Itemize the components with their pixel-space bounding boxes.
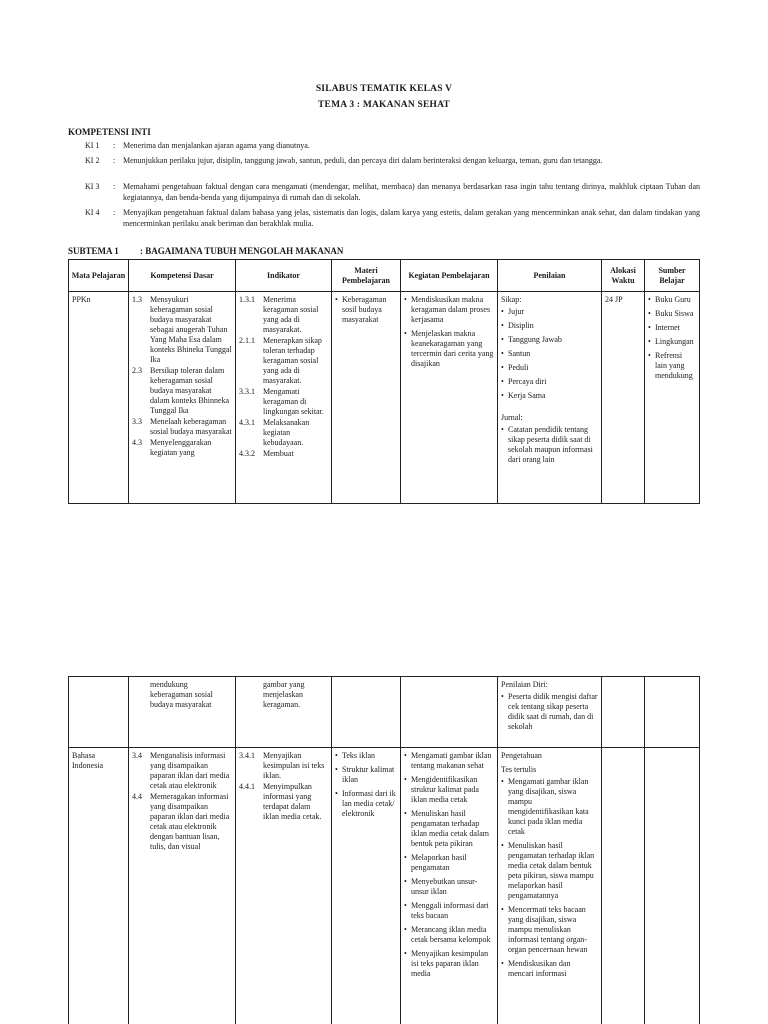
ki-code: KI 1 <box>85 141 100 150</box>
kd-text: Bersikap toleran dalam keberagaman sosial budaya masyarakat dalam konteks Bhinneka Tunggal Ika <box>150 366 230 415</box>
subtema-heading <box>68 246 343 256</box>
indikator-item <box>239 418 328 448</box>
indikator-number: 4.4.1 <box>239 782 255 791</box>
sumber-item: • Lingkungan <box>648 337 696 347</box>
col-header: Materi Pembelajaran <box>332 260 401 292</box>
col-header: Kegiatan Pembelajaran <box>401 260 498 292</box>
penilaian-item: • Santun <box>501 349 598 359</box>
cell-kd <box>129 748 236 1024</box>
kd-text: Menyelenggarakan kegiatan yang <box>150 438 212 457</box>
indikator-text: Menyajikan kesimpulan isi teks iklan. <box>263 751 325 780</box>
cell-kd <box>129 292 236 504</box>
cell-mapel <box>69 677 129 748</box>
penilaian-item: • Peduli <box>501 363 598 373</box>
kd-item <box>132 792 232 852</box>
sumber-item: • Buku Siswa <box>648 309 696 319</box>
penilaian-label: Tes tertulis <box>501 765 537 774</box>
penilaian-item: • Catatan pendidik tentang sikap peserta didik saat di sekolah maupun informasi dari orang lain <box>501 425 598 465</box>
kd-number: 3.4 <box>132 751 142 760</box>
col-header: Kompetensi Dasar <box>129 260 236 292</box>
penilaian-item: • Tanggung Jawab <box>501 335 598 345</box>
kd-text: mendukung keberagaman sosial budaya masyarakat <box>150 680 213 709</box>
indikator-item <box>239 751 328 781</box>
ki-text: Menunjukkan perilaku jujur, disiplin, tanggung jawab, santun, peduli, dan percaya diri dalam berinteraksi dengan keluarga, teman, guru dan tetangga. <box>123 156 603 165</box>
cell-penilaian <box>498 292 602 504</box>
sumber-item: • Buku Guru <box>648 295 696 305</box>
document-subtitle: TEMA 3 : MAKANAN SEHAT <box>318 100 450 110</box>
kegiatan-item: • Mengamati gambar iklan tentang makanan sehat <box>404 751 494 771</box>
penilaian-item: • Mendiskusikan dan mencari informasi <box>501 959 598 979</box>
kd-number: 2.3 <box>132 366 142 375</box>
cell-sumber <box>645 292 700 504</box>
ki-text: Memahami pengetahuan faktual dengan cara mengamati (mendengar, melihat, membaca) dan menanya berdasarkan rasa ingin tahu tentang dirinya, makhluk ciptaan Tuhan dan kegiatannya, dan benda-benda yang dijumpainya di rumah dan di sekolah. <box>123 182 700 202</box>
col-header: Indikator <box>236 260 332 292</box>
cell-indikator <box>236 292 332 504</box>
kegiatan-item: • Melaporkan hasil pengamatan <box>404 853 494 873</box>
kd-number: 4.3 <box>132 438 142 447</box>
table-header-row <box>69 260 700 292</box>
indikator-text: Menerima keragaman sosial yang ada di masyarakat. <box>263 295 319 334</box>
indikator-item <box>239 449 328 459</box>
table-row <box>69 677 700 748</box>
penilaian-label: Penilaian Diri: <box>501 680 548 689</box>
kd-item <box>132 438 232 458</box>
cell-materi <box>332 292 401 504</box>
indikator-number: 4.3.2 <box>239 449 255 458</box>
indikator-item <box>239 782 328 822</box>
indikator-text: gambar yang menjelaskan keragaman. <box>263 680 305 709</box>
indikator-number: 3.3.1 <box>239 387 255 396</box>
materi-item: • Keberagaman sosil budaya masyarakat <box>335 295 397 325</box>
cell-alokasi: 24 JP <box>602 292 645 504</box>
indikator-item <box>239 336 328 386</box>
kd-number: 4.4 <box>132 792 142 801</box>
kd-text: Menelaah keberagaman sosial budaya masyarakat <box>150 417 232 436</box>
ki-text: Menyajikan pengetahuan faktual dalam bahasa yang jelas, sistematis dan logis, dalam karya yang estetis, dalam gerakan yang mencerminkan anak sehat, dan dalam tindakan yang mencerminkan perilaku anak beriman dan berakhlak mulia. <box>123 208 700 228</box>
kegiatan-item: • Merancang iklan media cetak bersama kelompok <box>404 925 494 945</box>
indikator-text: Menerapkan sikap toleran terhadap keragaman sosial yang ada di masyarakat. <box>263 336 322 385</box>
cell-mapel: PPKn <box>69 292 129 504</box>
indikator-item <box>239 295 328 335</box>
ki-item <box>68 141 700 152</box>
indikator-number: 1.3.1 <box>239 295 255 304</box>
col-header: Mata Pelajaran <box>69 260 129 292</box>
materi-item: • Teks iklan <box>335 751 397 761</box>
ki-colon: : <box>113 182 116 191</box>
indikator-number: 3.4.1 <box>239 751 255 760</box>
cell-mapel: Bahasa Indonesia <box>69 748 129 1024</box>
kd-item <box>132 417 232 437</box>
cell-alokasi <box>602 677 645 748</box>
cell-materi <box>332 677 401 748</box>
penilaian-item: • Menuliskan hasil pengamatan terhadap iklan media cetak dalam bentuk peta pikiran, siswa mampu melaporkan hasil pengamatannya <box>501 841 598 901</box>
syllabus-table-continued <box>68 676 700 1024</box>
indikator-item <box>239 387 328 417</box>
page-gap <box>0 640 768 662</box>
ki-text: Menerima dan menjalankan ajaran agama yang dianutnya. <box>123 141 310 150</box>
sumber-item: • Refrensi lain yang mendukung <box>648 351 696 381</box>
subtema-label: SUBTEMA 1 <box>68 246 119 256</box>
kd-item <box>132 751 232 791</box>
cell-penilaian <box>498 677 602 748</box>
table-row <box>69 748 700 1024</box>
cell-materi <box>332 748 401 1024</box>
ki-item <box>68 182 700 203</box>
cell-penilaian <box>498 748 602 1024</box>
kegiatan-item: • Menjelaskan makna keanekaragaman yang tercermin dari cerita yang disajikan <box>404 329 494 369</box>
cell-alokasi <box>602 748 645 1024</box>
penilaian-label: Sikap: <box>501 295 522 304</box>
ki-colon: : <box>113 156 116 165</box>
kd-item <box>132 295 232 365</box>
ki-colon: : <box>113 141 116 150</box>
col-header: Penilaian <box>498 260 602 292</box>
ki-item <box>68 156 700 167</box>
indikator-text: Membuat <box>263 449 294 458</box>
cell-sumber <box>645 748 700 1024</box>
penilaian-item: • Kerja Sama <box>501 391 598 401</box>
kd-number: 3.3 <box>132 417 142 426</box>
kd-item <box>132 366 232 416</box>
penilaian-item: • Disiplin <box>501 321 598 331</box>
materi-item: • Informasi dari iklan media cetak/elektronik <box>335 789 397 819</box>
penilaian-item: • Mengamati gambar iklan yang disajikan, siswa mampu mengidentifikasikan kata kunci pada iklan media cetak <box>501 777 598 837</box>
indikator-text: Melaksanakan kegiatan kebudayaan. <box>263 418 310 447</box>
cell-kegiatan <box>401 292 498 504</box>
cell-sumber <box>645 677 700 748</box>
kd-text: Mensyukuri keberagaman sosial budaya masyarakat sebagai anugerah Tuhan Yang Maha Esa dalam konteks Bhineka Tunggal Ika <box>150 295 232 364</box>
penilaian-item: • Jujur <box>501 307 598 317</box>
sumber-item: • Internet <box>648 323 696 333</box>
cell-indikator <box>236 748 332 1024</box>
syllabus-table <box>68 259 700 504</box>
kegiatan-item: • Menyebutkan unsur-unsur iklan <box>404 877 494 897</box>
document-title: SILABUS TEMATIK KELAS V <box>315 84 453 94</box>
indikator-number: 2.1.1 <box>239 336 255 345</box>
kd-text: Memeragakan informasi yang disampaikan paparan iklan dari media cetak atau elektronik dengan bantuan lisan, tulis, dan visual <box>150 792 230 851</box>
col-header: Sumber Belajar <box>645 260 700 292</box>
kompetensi-inti-heading: KOMPETENSI INTI <box>68 127 151 137</box>
document-page-2 <box>0 662 768 1024</box>
kegiatan-item: • Menyajikan kesimpulan isi teks paparan iklan media <box>404 949 494 979</box>
ki-item <box>68 208 700 229</box>
ki-colon: : <box>113 208 116 217</box>
table-row <box>69 292 700 504</box>
cell-indikator <box>236 677 332 748</box>
kd-text: Menganalisis informasi yang disampaikan paparan iklan dari media cetak atau elektronik <box>150 751 230 790</box>
col-header: Alokasi Waktu <box>602 260 645 292</box>
kegiatan-item: • Mendiskusikan makna keragaman dalam proses kerjasama <box>404 295 494 325</box>
penilaian-item: • Mencermati teks bacaan yang disajikan, siswa mampu menuliskan informasi tentang organ-organ pencernaan hewan <box>501 905 598 955</box>
cell-kegiatan <box>401 677 498 748</box>
ki-code: KI 3 <box>85 182 100 191</box>
kegiatan-item: • Menuliskan hasil pengamatan terhadap iklan media cetak dalam bentuk peta pikiran <box>404 809 494 849</box>
indikator-number: 4.3.1 <box>239 418 255 427</box>
ki-code: KI 2 <box>85 156 100 165</box>
indikator-text: Menyimpulkan informasi yang terdapat dalam iklan media cetak. <box>263 782 322 821</box>
cell-kegiatan <box>401 748 498 1024</box>
cell-kd <box>129 677 236 748</box>
materi-item: • Struktur kalimat iklan <box>335 765 397 785</box>
penilaian-item: • Peserta didik mengisi daftar cek tentang sikap peserta didik saat di rumah, dan di sekolah <box>501 692 598 732</box>
kegiatan-item: • Mengidentifikasikan struktur kalimat pada iklan media cetak <box>404 775 494 805</box>
penilaian-item: • Percaya diri <box>501 377 598 387</box>
indikator-text: Mengamati keragaman di lingkungan sekitar. <box>263 387 324 416</box>
subtema-title: : BAGAIMANA TUBUH MENGOLAH MAKANAN <box>140 246 344 256</box>
kegiatan-item: • Menggali informasi dari teks bacaan <box>404 901 494 921</box>
penilaian-label: Pengetahuan <box>501 751 542 760</box>
penilaian-label: Jurnal: <box>501 413 523 422</box>
ki-code: KI 4 <box>85 208 100 217</box>
kd-number: 1.3 <box>132 295 142 304</box>
